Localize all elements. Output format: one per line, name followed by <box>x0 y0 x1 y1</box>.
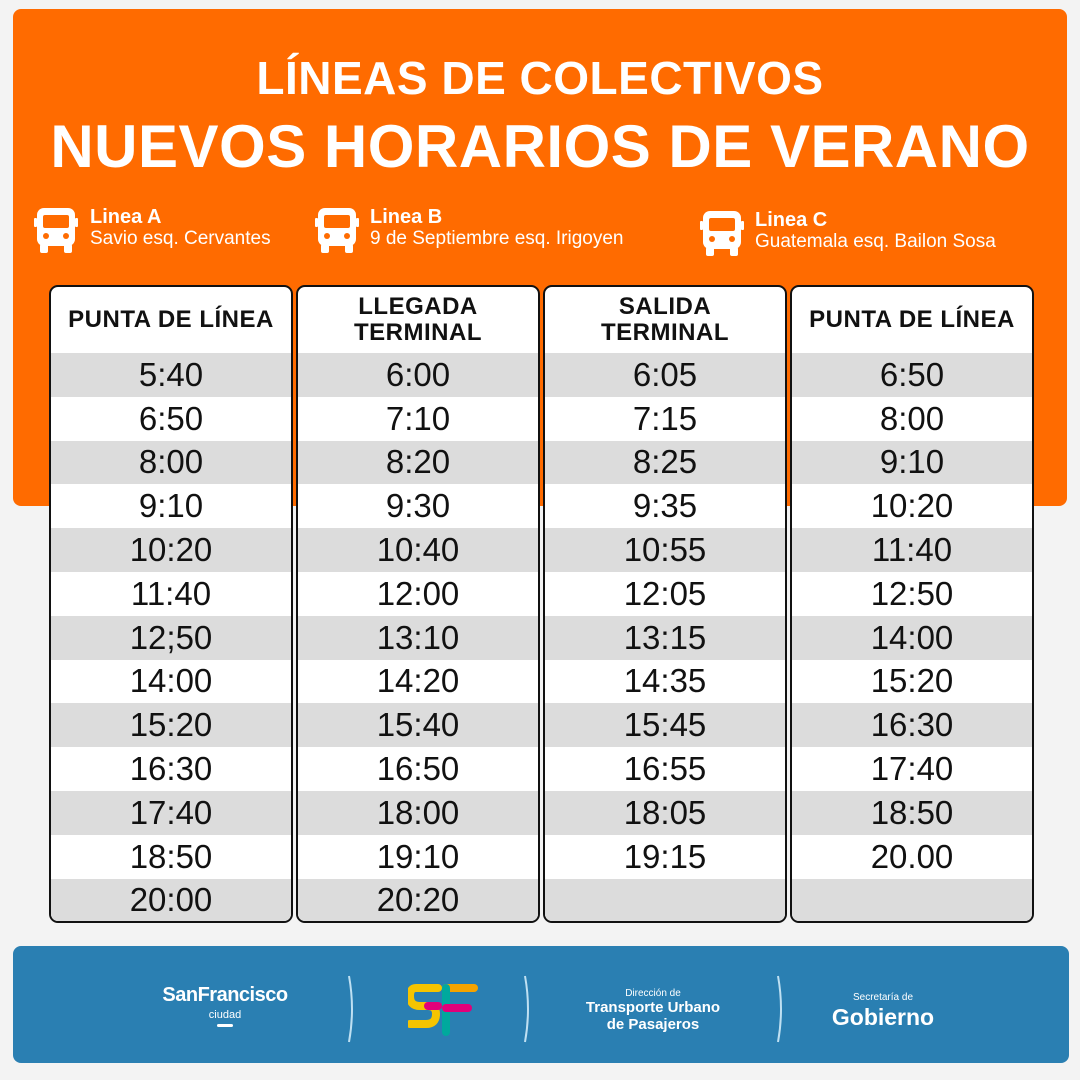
time-cell: 17:40 <box>870 750 954 788</box>
time-cell <box>545 879 785 923</box>
time-cell <box>792 879 1032 923</box>
line-info-b <box>315 206 695 256</box>
time-cell: 12:50 <box>870 574 954 612</box>
line-c-name: Linea C <box>755 209 828 231</box>
sf-logo-icon <box>408 982 478 1038</box>
direccion-line-1: Dirección de <box>625 988 681 999</box>
schedule-column-2 <box>296 285 540 923</box>
column-heading: LLEGADA TERMINAL <box>354 293 482 346</box>
time-cell: 19:15 <box>623 837 707 875</box>
line-a-address: Savio esq. Cervantes <box>90 228 271 249</box>
time-cell: 14:35 <box>623 662 707 700</box>
times-list <box>51 353 291 922</box>
time-cell: 10:20 <box>870 487 954 525</box>
time-cell: 14:20 <box>376 662 460 700</box>
time-cell: 11:40 <box>130 574 212 612</box>
schedule-column-4 <box>790 285 1034 923</box>
bus-icon <box>700 209 744 257</box>
secretaria-gobierno-logo <box>813 992 953 1031</box>
time-cell: 5:40 <box>51 353 291 397</box>
time-cell: 6:50 <box>792 353 1032 397</box>
secretaria-line-2: Gobierno <box>831 1004 935 1030</box>
time-cell: 16:30 <box>129 750 213 788</box>
time-cell: 7:10 <box>385 399 451 437</box>
time-cell: 8:00 <box>51 441 291 485</box>
line-info-a <box>34 206 314 256</box>
time-cell: 11:40 <box>792 528 1032 572</box>
time-cell: 18:00 <box>298 791 538 835</box>
logo-city-sub: ciudad <box>208 1009 242 1021</box>
time-cell: 9:10 <box>138 487 204 525</box>
line-b-address: 9 de Septiembre esq. Irigoyen <box>370 228 624 249</box>
divider-icon <box>776 974 784 1044</box>
line-b-name: Linea B <box>370 206 443 228</box>
line-info-c <box>700 209 1060 259</box>
times-list <box>792 353 1032 922</box>
schedule-column-1 <box>49 285 293 923</box>
column-heading: PUNTA DE LÍNEA <box>68 306 274 333</box>
time-cell: 8:20 <box>298 441 538 485</box>
time-cell: 16:55 <box>623 750 707 788</box>
direccion-line-2: Transporte Urbano <box>585 999 721 1016</box>
secretaria-line-1: Secretaría de <box>852 992 914 1003</box>
time-cell: 12;50 <box>51 616 291 660</box>
title-line-1: LÍNEAS DE COLECTIVOS <box>256 52 824 104</box>
time-cell: 16:30 <box>792 703 1032 747</box>
time-cell: 13:15 <box>545 616 785 660</box>
time-cell: 9:10 <box>792 441 1032 485</box>
direccion-transporte-logo <box>573 988 733 1033</box>
times-list <box>298 353 538 922</box>
column-heading: PUNTA DE LÍNEA <box>809 306 1015 333</box>
logo-city-name: SanFrancisco <box>162 984 288 1006</box>
time-cell: 14:00 <box>792 616 1032 660</box>
time-cell: 6:05 <box>545 353 785 397</box>
bus-icon <box>34 206 78 254</box>
time-cell: 15:20 <box>51 703 291 747</box>
time-cell: 18:50 <box>792 791 1032 835</box>
time-cell: 6:50 <box>138 399 204 437</box>
time-cell: 16:50 <box>376 750 460 788</box>
line-a-name: Linea A <box>90 206 162 228</box>
time-cell: 8:00 <box>879 399 945 437</box>
time-cell: 12:00 <box>376 574 460 612</box>
title-line-2: NUEVOS HORARIOS DE VERANO <box>50 113 1030 180</box>
time-cell: 17:40 <box>51 791 291 835</box>
time-cell: 18:50 <box>129 837 213 875</box>
time-cell: 12:05 <box>623 574 707 612</box>
footer-bar <box>13 946 1069 1063</box>
time-cell: 19:10 <box>376 837 460 875</box>
time-cell: 9:35 <box>632 487 698 525</box>
time-cell: 18:05 <box>545 791 785 835</box>
direccion-line-3: de Pasajeros <box>606 1016 700 1033</box>
time-cell: 14:00 <box>129 662 213 700</box>
logo-dash <box>217 1024 233 1027</box>
time-cell: 10:20 <box>51 528 291 572</box>
bus-icon <box>315 206 359 254</box>
schedule-column-3 <box>543 285 787 923</box>
divider-icon <box>523 974 531 1044</box>
line-c-address: Guatemala esq. Bailon Sosa <box>755 231 996 252</box>
divider-icon <box>347 974 355 1044</box>
time-cell: 15:45 <box>545 703 785 747</box>
times-list <box>545 353 785 922</box>
time-cell: 10:40 <box>298 528 538 572</box>
time-cell: 20:00 <box>51 879 291 923</box>
time-cell: 20:20 <box>298 879 538 923</box>
time-cell: 13:10 <box>298 616 538 660</box>
time-cell: 9:30 <box>385 487 451 525</box>
time-cell: 15:40 <box>298 703 538 747</box>
time-cell: 20.00 <box>870 837 954 875</box>
time-cell: 6:00 <box>298 353 538 397</box>
column-heading: SALIDA TERMINAL <box>601 293 729 346</box>
time-cell: 15:20 <box>870 662 954 700</box>
time-cell: 8:25 <box>545 441 785 485</box>
time-cell: 10:55 <box>545 528 785 572</box>
time-cell: 7:15 <box>632 399 698 437</box>
sanfrancisco-ciudad-logo <box>145 984 305 1027</box>
